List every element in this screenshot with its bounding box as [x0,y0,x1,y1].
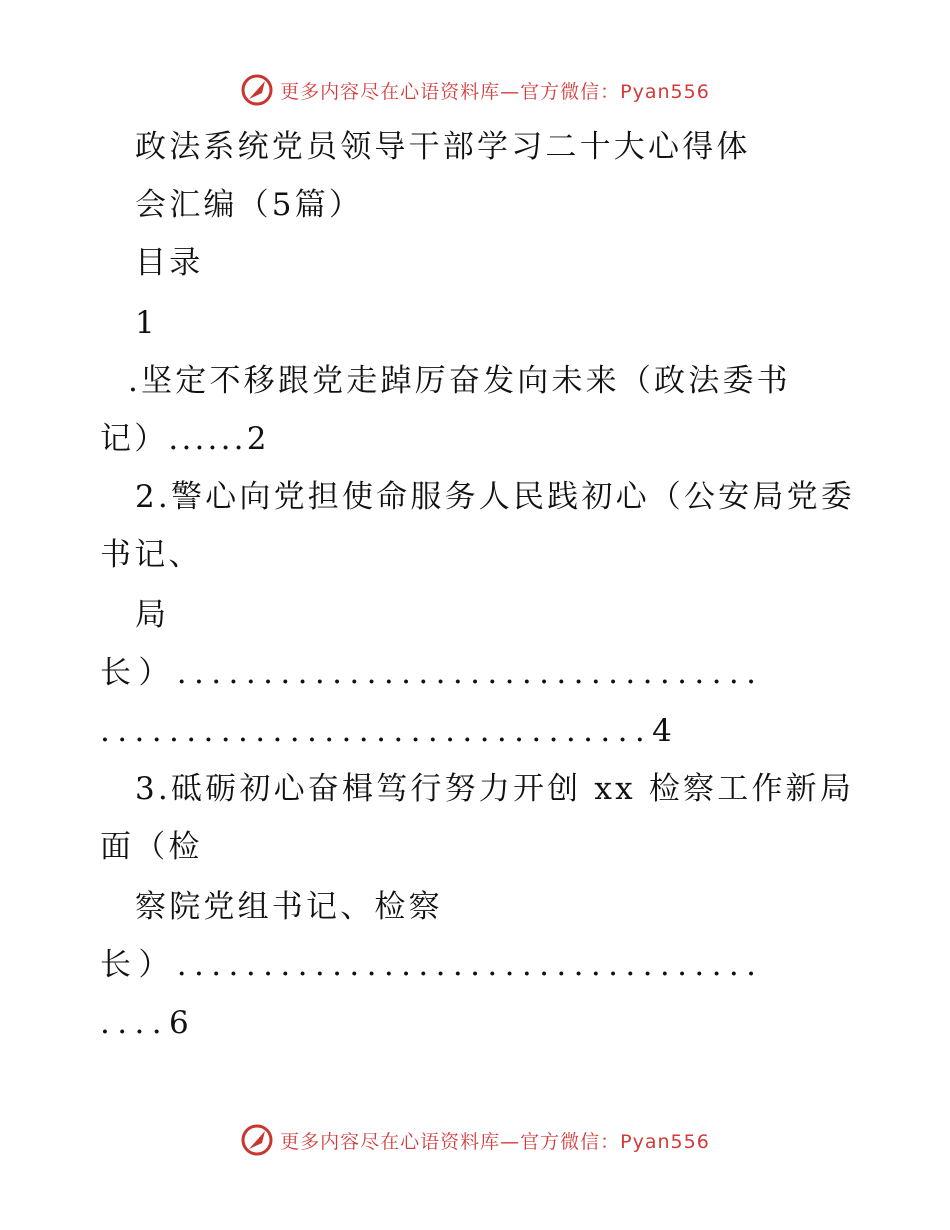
toc-line: 察院党组书记、检察 [135,889,443,925]
toc-line: 记）......2 [100,421,270,457]
document-title-line-1: 政法系统党员领导干部学习二十大心得体 [135,129,751,165]
toc-line: .坚定不移跟党走踔厉奋发向未来（政法委书 [128,363,791,399]
toc-line: 局 [135,597,170,633]
header-watermark [0,70,950,110]
watermark-text: 更多内容尽在心语资料库—官方微信：Pyan556 [280,1130,710,1153]
toc-line: 书记、 [100,537,203,573]
toc-heading: 目录 [135,245,204,281]
footer-watermark [0,1120,950,1160]
toc-line: 长）.................................. [100,655,764,691]
document-title-line-2: 会汇编（5篇） [135,187,364,223]
toc-line: 3.砥砺初心奋楫笃行努力开创 xx 检察工作新局 [135,771,855,807]
quill-logo-icon [240,1123,274,1157]
toc-line: ....6 [100,1005,197,1041]
watermark-text: 更多内容尽在心语资料库—官方微信：Pyan556 [280,80,710,103]
toc-line: 面（检 [100,829,203,865]
toc-line: ................................4 [100,713,680,749]
toc-line: 长）.................................. [100,947,764,983]
toc-line: 2.警心向党担使命服务人民践初心（公安局党委 [135,479,855,515]
quill-logo-icon [240,73,274,107]
toc-line: 1 [135,305,158,341]
